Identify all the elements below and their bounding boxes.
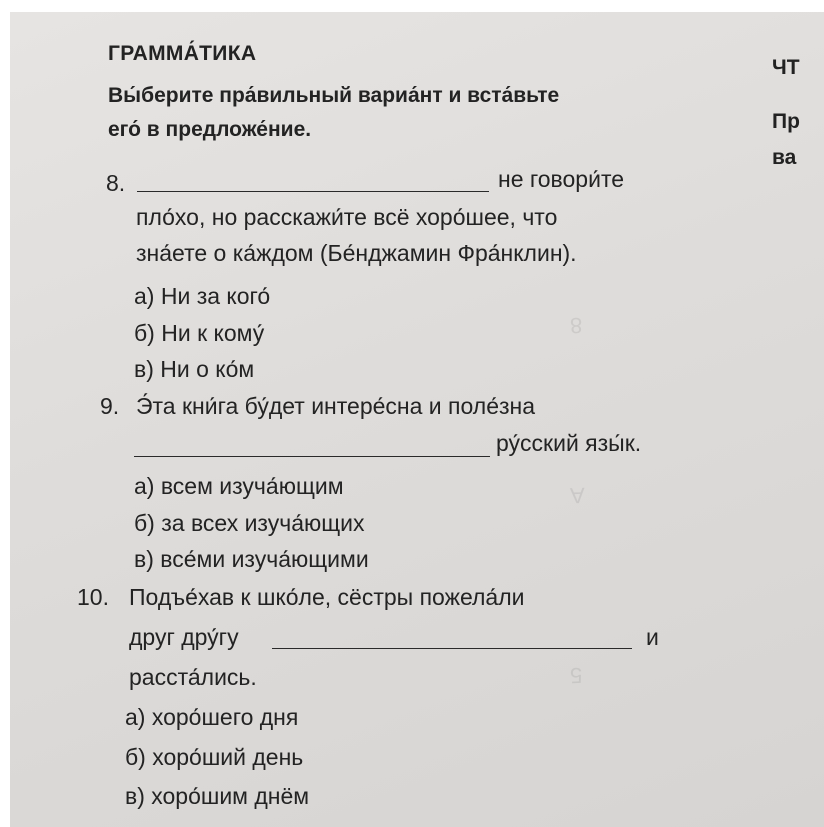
section-title: ГРАММА́ТИКА xyxy=(108,42,257,65)
option-9a: а) всем изуча́ющим xyxy=(134,473,344,499)
question-8-line-1: не говори́те xyxy=(498,166,625,192)
right-column-text-2: Пр xyxy=(772,110,800,133)
question-10-line-1: Подъе́хав к шко́ле, сёстры пожела́ли xyxy=(129,584,525,610)
option-9b: б) за всех изуча́ющих xyxy=(134,510,365,536)
question-8-line-3: зна́ете о ка́ждом (Бе́нджамин Фра́нклин). xyxy=(136,240,577,266)
answer-blank-8 xyxy=(137,191,489,192)
question-10-line-3: расста́лись. xyxy=(129,664,257,690)
instruction-line-1: Вы́берите пра́вильный вариа́нт и вста́вьте xyxy=(108,84,560,107)
option-8v: в) Ни о ко́м xyxy=(134,356,255,382)
question-number-10: 10. xyxy=(77,584,109,610)
option-8a: а) Ни за кого́ xyxy=(134,283,271,309)
option-10a: а) хоро́шего дня xyxy=(125,704,299,730)
question-10-line-2-end: и xyxy=(646,624,659,650)
answer-blank-9 xyxy=(134,456,490,457)
option-8b: б) Ни к кому́ xyxy=(134,320,265,346)
question-number-9: 9. xyxy=(100,393,120,419)
question-number-8: 8. xyxy=(106,170,126,196)
question-9-line-2: ру́сский язы́к. xyxy=(496,430,642,456)
option-10v: в) хоро́шим днём xyxy=(125,783,310,809)
textbook-page: 8 A 5 xyxy=(10,12,824,827)
instruction-line-2: его́ в предложе́ние. xyxy=(108,118,312,141)
right-column-text-3: ва xyxy=(772,146,797,169)
answer-blank-10 xyxy=(272,648,632,649)
question-9-line-1: Э́та кни́га бу́дет интере́сна и поле́зна xyxy=(136,393,536,419)
option-9v: в) все́ми изуча́ющими xyxy=(134,546,369,572)
right-column-text-1: ЧТ xyxy=(772,56,800,79)
option-10b: б) хоро́ший день xyxy=(125,744,304,770)
question-8-line-2: пло́хо, но расскажи́те всё хоро́шее, что xyxy=(136,204,558,230)
question-10-line-2: друг дру́гу xyxy=(129,624,239,650)
